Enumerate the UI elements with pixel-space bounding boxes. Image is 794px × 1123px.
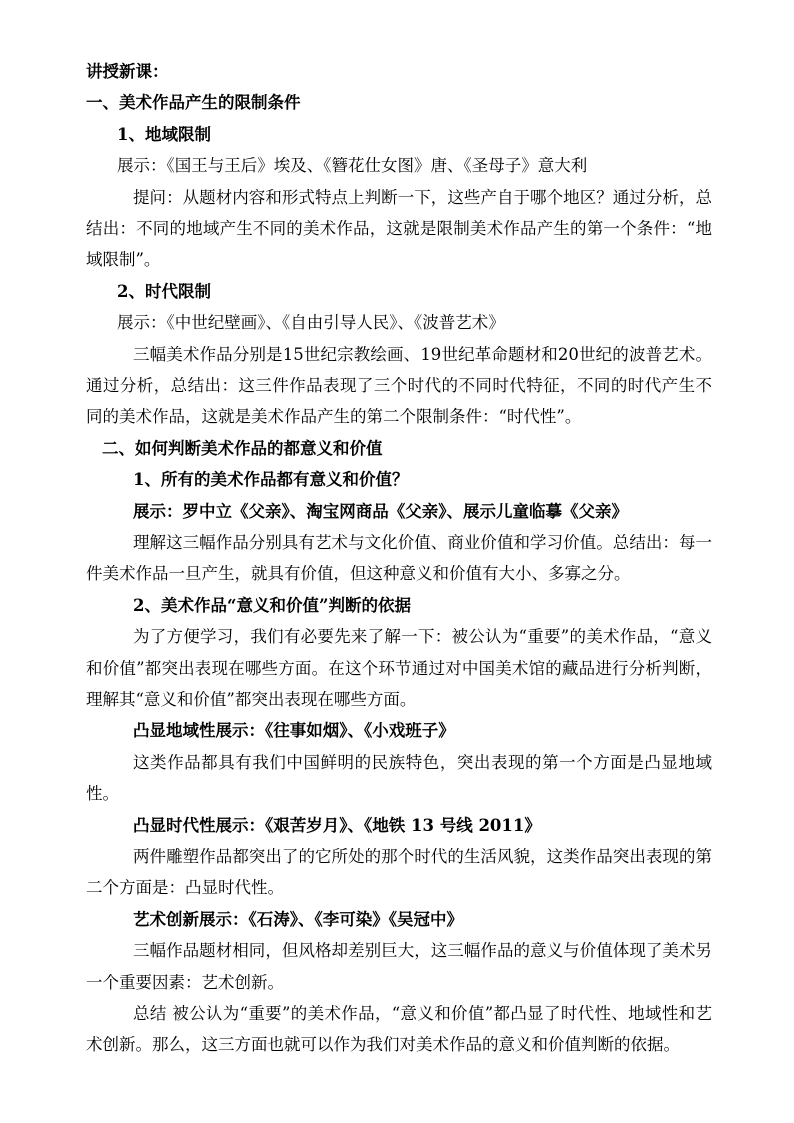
section-1-1-title: 1、地域限制 <box>117 124 211 144</box>
region-paragraph: 这类作品都具有我们中国鲜明的民族特色，突出表现的第一个方面是凸显地域性。 <box>86 752 712 804</box>
lesson-heading: 讲授新课： <box>86 62 169 81</box>
section-1-2-title: 2、时代限制 <box>117 281 211 301</box>
section-2-1-paragraph: 理解这三幅作品分别具有艺术与文化价值、商业价值和学习价值。总结出：每一件美术作品一旦产生，就具有价值，但这种意义和价值有大小、多寡之分。 <box>86 532 712 584</box>
section-1-1-display: 展示：《国王与王后》埃及、《簪花仕女图》唐、《圣母子》意大利 <box>117 156 588 176</box>
region-display-title: 凸显地域性展示：《往事如烟》、《小戏班子》 <box>133 721 455 741</box>
section-2-2-paragraph: 为了方便学习，我们有必要先来了解一下：被公认为“重要”的美术作品，“意义和价值”都突出表现在哪些方面。在这个环节通过对中国美术馆的藏品进行分析判断，理解其“意义和价值”都突出表现在哪些方面。 <box>86 627 712 709</box>
document-page <box>86 56 712 1061</box>
section-1-1-paragraph: 提问：从题材内容和形式特点上判断一下，这些产自于哪个地区？通过分析，总结出：不同的地域产生不同的美术作品，这就是限制美术作品产生的第一个条件：“地域限制”。 <box>86 187 712 270</box>
section-2-1-display: 展示：罗中立《父亲》、淘宝网商品《父亲》、展示儿童临摹《父亲》 <box>133 501 628 521</box>
section-1-2-paragraph: 三幅美术作品分别是15世纪宗教绘画、19世纪革命题材和20世纪的波普艺术。通过分析，总结出：这三件作品表现了三个时代的不同时代特征，不同的时代产生不同的美术作品，这就是美术作品产生的第二个限制条件：“时代性”。 <box>86 344 712 427</box>
section-2-1-title: 1、所有的美术作品都有意义和价值？ <box>133 470 409 490</box>
innovation-display-title: 艺术创新展示：《石涛》、《李可染》《吴冠中》 <box>133 909 463 929</box>
era-display-title: 凸显时代性展示：《艰苦岁月》、《地铁 13 号线 2011》 <box>133 815 541 835</box>
innovation-paragraph: 三幅作品题材相同，但风格却差别巨大，这三幅作品的意义与价值体现了美术另一个重要因素：艺术创新。 <box>86 941 712 992</box>
era-paragraph: 两件雕塑作品都突出了的它所处的那个时代的生活风貌，这类作品突出表现的第二个方面是：凸显时代性。 <box>86 846 712 898</box>
section-2-2-title: 2、美术作品“意义和价值”判断的依据 <box>133 595 411 615</box>
summary-paragraph: 总结 被公认为“重要”的美术作品，“意义和价值”都凸显了时代性、地域性和艺术创新。那么，这三方面也就可以作为我们对美术作品的意义和价值判断的依据。 <box>86 1003 712 1055</box>
section-2-title: 二、如何判断美术作品的都意义和价值 <box>102 438 383 458</box>
section-1-title: 一、美术作品产生的限制条件 <box>86 93 301 113</box>
section-1-2-display: 展示：《中世纪壁画》、《自由引导人民》、《波普艺术》 <box>117 313 505 333</box>
